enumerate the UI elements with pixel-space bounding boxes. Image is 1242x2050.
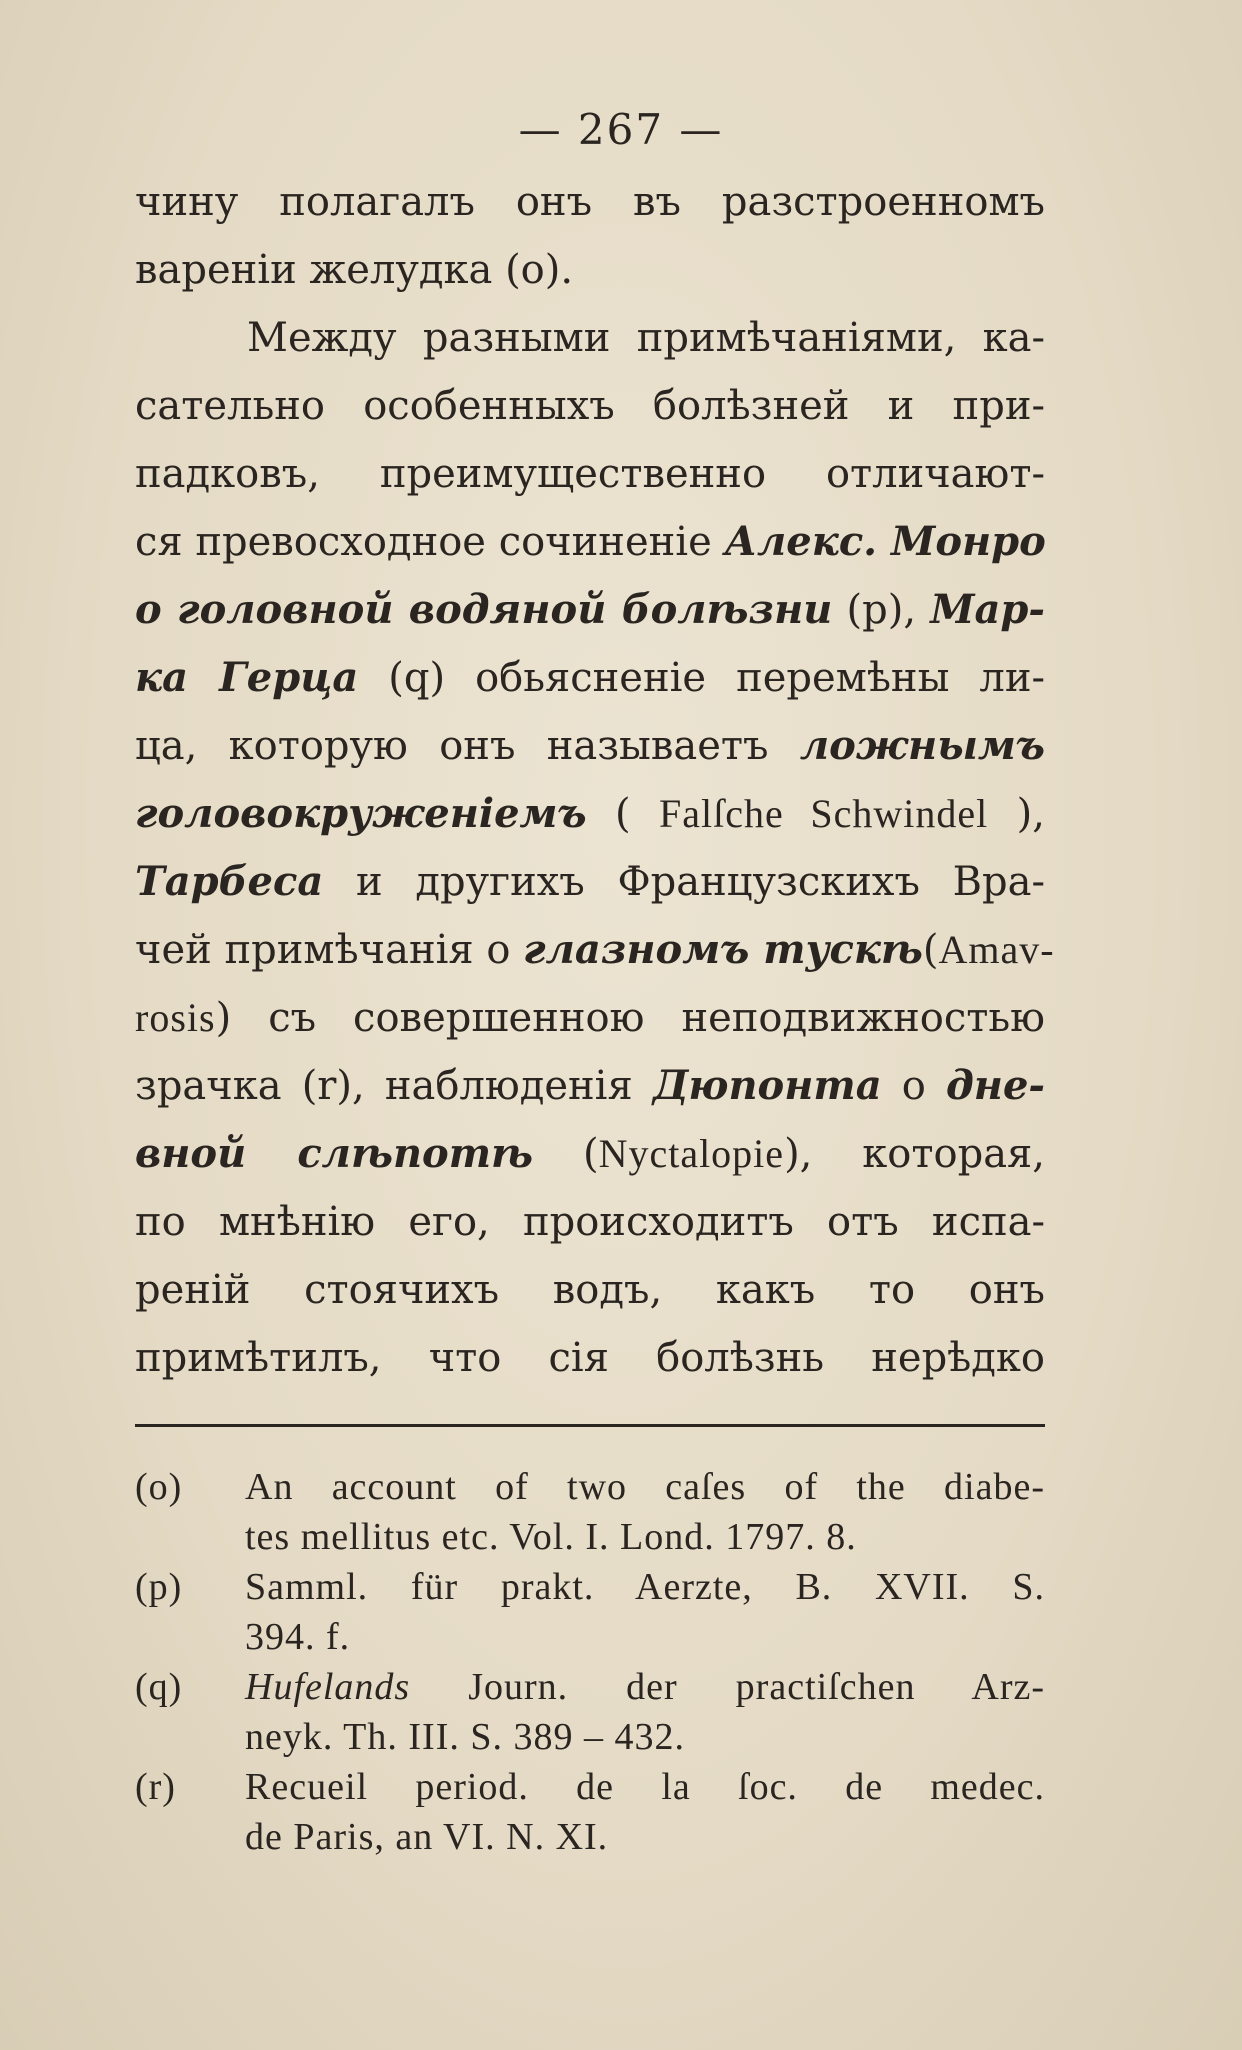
text-line-18: примѣтилъ, что сія болѣзнь нерѣдко bbox=[135, 1335, 1045, 1381]
footnote-line bbox=[245, 1662, 1045, 1712]
text-line-14 bbox=[135, 1052, 1045, 1120]
text-segment: ( bbox=[533, 1131, 599, 1177]
text-line-4: сательно особенныхъ болѣзней и при- bbox=[135, 383, 1045, 429]
italic-term: дне- bbox=[945, 1062, 1045, 1109]
italic-author: ка Герца bbox=[135, 654, 359, 701]
italic-term: головокруженіемъ bbox=[135, 790, 587, 837]
footnote-line: 394. f. bbox=[245, 1616, 351, 1658]
italic-author: Hufelands bbox=[245, 1666, 411, 1708]
italic-title: о головной водяной болѣзни bbox=[135, 586, 833, 633]
text-segment: ), которая, bbox=[784, 1131, 1045, 1177]
text-line-5: падковъ, преимущественно отличают- bbox=[135, 451, 1045, 497]
footnote-divider bbox=[135, 1424, 1045, 1427]
text-line-9 bbox=[135, 712, 1045, 780]
italic-author: Дюпонта bbox=[652, 1062, 882, 1109]
latin-term: Amav- bbox=[938, 927, 1055, 972]
text-line-10 bbox=[135, 780, 1045, 848]
footnote-line: Recueil period. de la ſoc. de medec. bbox=[245, 1766, 1045, 1808]
footnote-r bbox=[135, 1762, 1045, 1862]
text-segment: чей примѣчанія о bbox=[135, 927, 524, 973]
italic-author: Тарбеса bbox=[135, 858, 324, 905]
text-line-3: Между разными примѣчаніями, ка- bbox=[247, 315, 1045, 361]
latin-term: Nyctalopie bbox=[598, 1131, 785, 1176]
footnote-mark: (r) bbox=[135, 1766, 176, 1808]
footnote-o bbox=[135, 1462, 1045, 1562]
footnote-line: tes mellitus etc. Vol. I. Lond. 1797. 8. bbox=[245, 1516, 857, 1558]
text-segment: ( bbox=[586, 791, 660, 837]
footnote-mark: (o) bbox=[135, 1466, 183, 1508]
footnote-mark: (q) bbox=[135, 1666, 183, 1708]
text-line-17: реній стоячихъ водъ, какъ то онъ bbox=[135, 1267, 1045, 1313]
text-segment: (q) обьясненіе перемѣны ли- bbox=[358, 655, 1046, 701]
latin-term: Falſche Schwindel bbox=[659, 791, 989, 836]
footnote-q bbox=[135, 1662, 1045, 1762]
text-segment: Journ. der practiſchen Arz- bbox=[410, 1666, 1045, 1708]
text-line-7 bbox=[135, 576, 1045, 644]
text-line-8 bbox=[135, 644, 1045, 712]
footnote-p bbox=[135, 1562, 1045, 1662]
text-segment: ся превосходное сочиненіе bbox=[135, 519, 725, 565]
main-text bbox=[135, 168, 1055, 1392]
text-line-16: по мнѣнію его, происходитъ отъ испа- bbox=[135, 1199, 1045, 1245]
footnote-line: Samml. für prakt. Aerzte, B. XVII. S. bbox=[245, 1566, 1045, 1608]
italic-author: Алекс. Монро bbox=[724, 518, 1046, 565]
text-segment: ( bbox=[922, 927, 939, 973]
footnote-line: neyk. Th. III. S. 389 – 432. bbox=[245, 1716, 685, 1758]
text-segment: ца, которую онъ называетъ bbox=[135, 723, 800, 769]
text-line-6 bbox=[135, 508, 1045, 576]
text-line-1: чину полагалъ онъ въ разстроенномъ bbox=[135, 179, 1045, 225]
text-line-15 bbox=[135, 1120, 1045, 1188]
text-line-2: вареніи желудка (о). bbox=[135, 247, 574, 293]
text-segment: ) съ совершенною неподвижностью bbox=[215, 995, 1045, 1041]
text-segment: зрачка (r), наблюденія bbox=[135, 1063, 653, 1109]
text-line-13 bbox=[135, 984, 1045, 1052]
footnote-line: de Paris, an VI. N. XI. bbox=[245, 1816, 609, 1858]
italic-term: вной слѣпотѣ bbox=[135, 1130, 534, 1177]
footnote-line: An account of two caſes of the diabe- bbox=[245, 1466, 1045, 1508]
footnotes bbox=[135, 1462, 1045, 1862]
text-line-12 bbox=[135, 916, 1055, 984]
text-segment: (р), bbox=[832, 587, 931, 633]
text-line-11 bbox=[135, 848, 1045, 916]
italic-author: Мар- bbox=[930, 586, 1045, 633]
italic-term: ложнымъ bbox=[799, 722, 1045, 769]
latin-term: rosis bbox=[135, 995, 216, 1040]
footnote-mark: (p) bbox=[135, 1566, 183, 1608]
italic-term: глазномъ тускѣ bbox=[523, 926, 923, 973]
text-segment: и другихъ Французскихъ Вра- bbox=[323, 859, 1045, 905]
text-segment: о bbox=[881, 1063, 946, 1109]
page-number: — 267 — bbox=[518, 105, 724, 154]
text-segment: ), bbox=[988, 791, 1045, 837]
